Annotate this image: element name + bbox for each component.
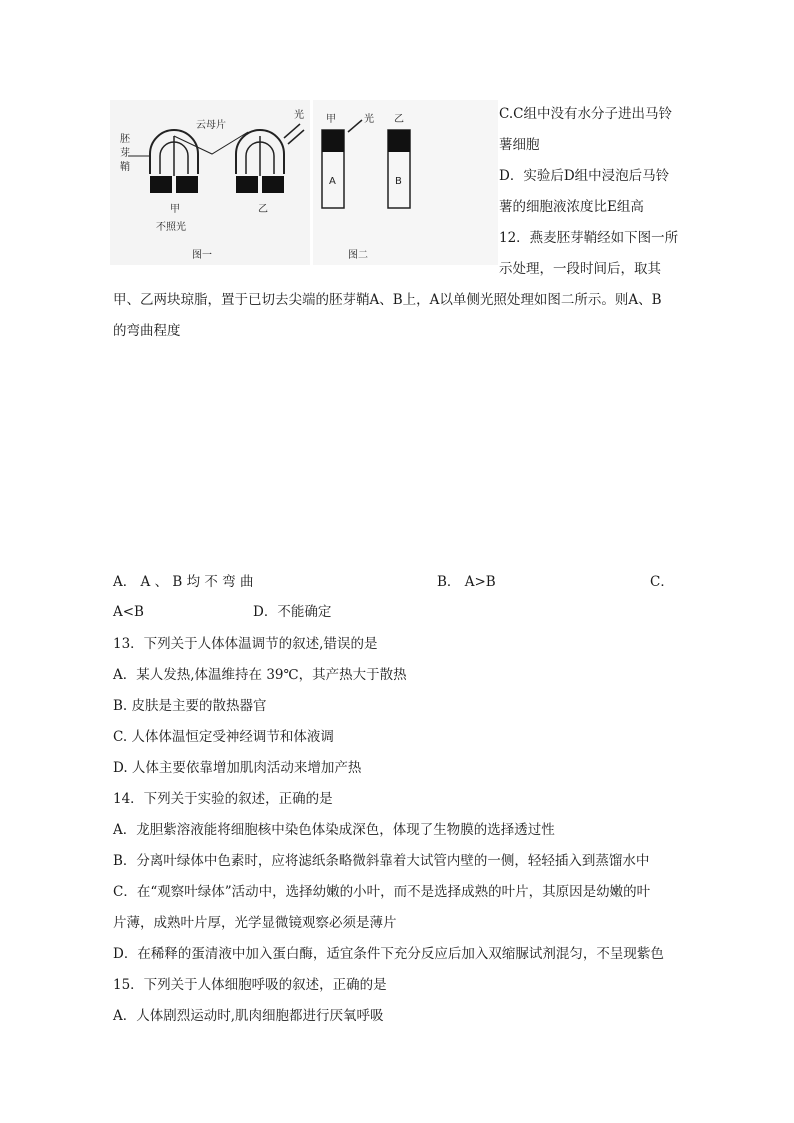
question-13-stem: 13．下列关于人体体温调节的叙述,错误的是 xyxy=(113,636,378,652)
label-jia-2: 甲 xyxy=(326,114,336,125)
q14-option-b: B．分离叶绿体中色素时，应将滤纸条略微斜靠着大试管内壁的一侧，轻轻插入到蒸馏水中 xyxy=(113,853,650,869)
q12-option-c: C． xyxy=(650,574,674,590)
question-12-stem-line4: 的弯曲程度 xyxy=(113,323,181,339)
question-12-stem-cont: 示处理，一段时间后，取其 xyxy=(499,261,661,277)
label-tube-a: A xyxy=(329,176,336,187)
coleoptile-diagram xyxy=(108,96,500,271)
question-12-stem: 12．燕麦胚芽鞘经如下图一所 xyxy=(499,230,679,246)
label-yi-2: 乙 xyxy=(394,114,404,125)
figure2-background xyxy=(313,100,498,265)
label-light-2: 光 xyxy=(364,114,374,125)
agar-block-yi-2 xyxy=(262,176,284,193)
option-c-q11-cont: 薯细胞 xyxy=(499,137,540,153)
label-light-1: 光 xyxy=(294,110,304,121)
q12-option-a: A． A 、 B 均 不 弯 曲 xyxy=(113,574,254,590)
label-no-light: 不照光 xyxy=(156,222,186,233)
label-mica: 云母片 xyxy=(196,120,226,131)
question-15-stem: 15．下列关于人体细胞呼吸的叙述，正确的是 xyxy=(113,977,387,993)
q13-option-d: D. 人体主要依靠增加肌肉活动来增加产热 xyxy=(113,760,362,776)
q13-option-b: B. 皮肤是主要的散热器官 xyxy=(113,698,267,714)
label-coleoptile-3: 鞘 xyxy=(120,162,130,173)
agar-block-jia-2 xyxy=(236,176,258,193)
label-tube-b: B xyxy=(395,176,402,187)
question-12-stem-line3: 甲、乙两块琼脂，置于已切去尖端的胚芽鞘A、B上，A以单侧光照处理如图二所示。则A、B xyxy=(113,292,662,308)
agar-block-jia-1 xyxy=(150,176,172,193)
q14-option-a: A．龙胆紫溶液能将细胞核中染色体染成深色，体现了生物膜的选择透过性 xyxy=(113,822,555,838)
q14-option-c-cont: 片薄，成熟叶片厚，光学显微镜观察必须是薄片 xyxy=(113,915,397,931)
q13-option-c: C. 人体体温恒定受神经调节和体液调 xyxy=(113,729,334,745)
q14-option-d: D．在稀释的蛋清液中加入蛋白酶，适宜条件下充分反应后加入双缩脲试剂混匀，不呈现紫色 xyxy=(113,946,664,962)
label-coleoptile-1: 胚 xyxy=(120,134,130,145)
q14-option-c: C．在“观察叶绿体”活动中，选择幼嫩的小叶，而不是选择成熟的叶片，其原因是幼嫩的叶 xyxy=(113,884,651,900)
tube-b-block xyxy=(388,130,410,152)
q12-option-c-value: A<B xyxy=(113,604,144,620)
q15-option-a: A．人体剧烈运动时,肌肉细胞都进行厌氧呼吸 xyxy=(113,1008,384,1024)
tube-a-block xyxy=(322,130,344,152)
label-yi-1: 乙 xyxy=(258,204,268,215)
agar-block-yi-1 xyxy=(176,176,198,193)
option-c-q11: C.C组中没有水分子进出马铃 xyxy=(499,106,672,122)
caption-figure2: 图二 xyxy=(348,250,368,261)
option-d-q11: D．实验后D组中浸泡后马铃 xyxy=(499,168,670,184)
question-14-stem: 14．下列关于实验的叙述，正确的是 xyxy=(113,791,333,807)
experiment-figure xyxy=(108,96,500,271)
q12-option-d: D．不能确定 xyxy=(253,604,332,620)
label-jia-1: 甲 xyxy=(170,204,180,215)
option-d-q11-cont: 薯的细胞液浓度比E组高 xyxy=(499,199,644,215)
caption-figure1: 图一 xyxy=(192,250,212,261)
label-coleoptile-2: 芽 xyxy=(120,148,130,159)
q12-option-b: B． A>B xyxy=(437,574,496,590)
q13-option-a: A．某人发热,体温维持在 39℃，其产热大于散热 xyxy=(113,667,407,683)
